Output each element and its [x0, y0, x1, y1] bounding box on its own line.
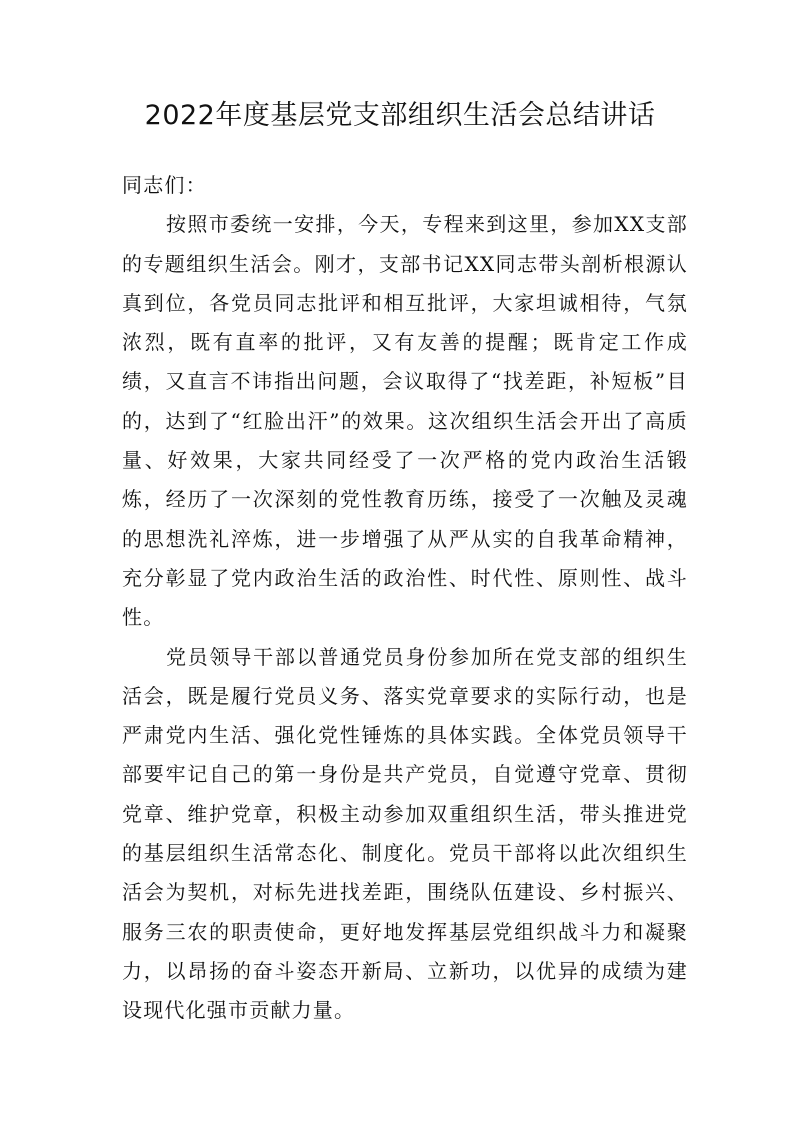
salutation: 同志们：	[122, 173, 207, 197]
paragraph-1: 按照市委统一安排，今天，专程来到这里，参加XX支部的专题组织生活会。刚才，支部书记XX同志带头剖析根源认真到位，各党员同志批评和相互批评，大家坦诚相待，气氛浓烈，既有直率的批评，又有友善的提醒；既肯定工作成绩，又直言不讳指出问题，会议取得了“找差距，补短板”目的，达到了“红脸出汗”的效果。这次组织生活会开出了高质量、好效果，大家共同经受了一次严格的党内政治生活锻炼，经历了一次深刻的党性教育历练，接受了一次触及灵魂的思想洗礼淬炼，进一步增强了从严从实的自我革命精神，充分彰显了党内政治生活的政治性、时代性、原则性、战斗性。	[122, 212, 688, 630]
document-body	[122, 166, 688, 1031]
paragraph-2: 党员领导干部以普通党员身份参加所在党支部的组织生活会，既是履行党员义务、落实党章要求的实际行动，也是严肃党内生活、强化党性锤炼的具体实践。全体党员领导干部要牢记自己的第一身份是共产党员，自觉遵守党章、贯彻党章、维护党章，积极主动参加双重组织生活，带头推进党的基层组织生活常态化、制度化。党员干部将以此次组织生活会为契机，对标先进找差距，围绕队伍建设、乡村振兴、服务三农的职责使命，更好地发挥基层党组织战斗力和凝聚力，以昂扬的奋斗姿态开新局、立新功，以优异的成绩为建设现代化强市贡献力量。	[122, 644, 688, 1023]
document-title: 2022年度基层党支部组织生活会总结讲话	[144, 100, 656, 131]
